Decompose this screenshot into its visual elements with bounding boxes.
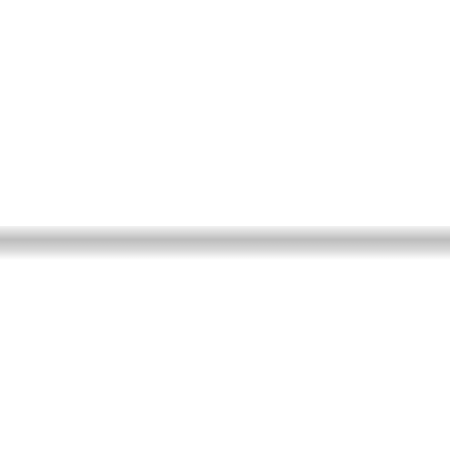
binding-gutter: [0, 226, 450, 260]
